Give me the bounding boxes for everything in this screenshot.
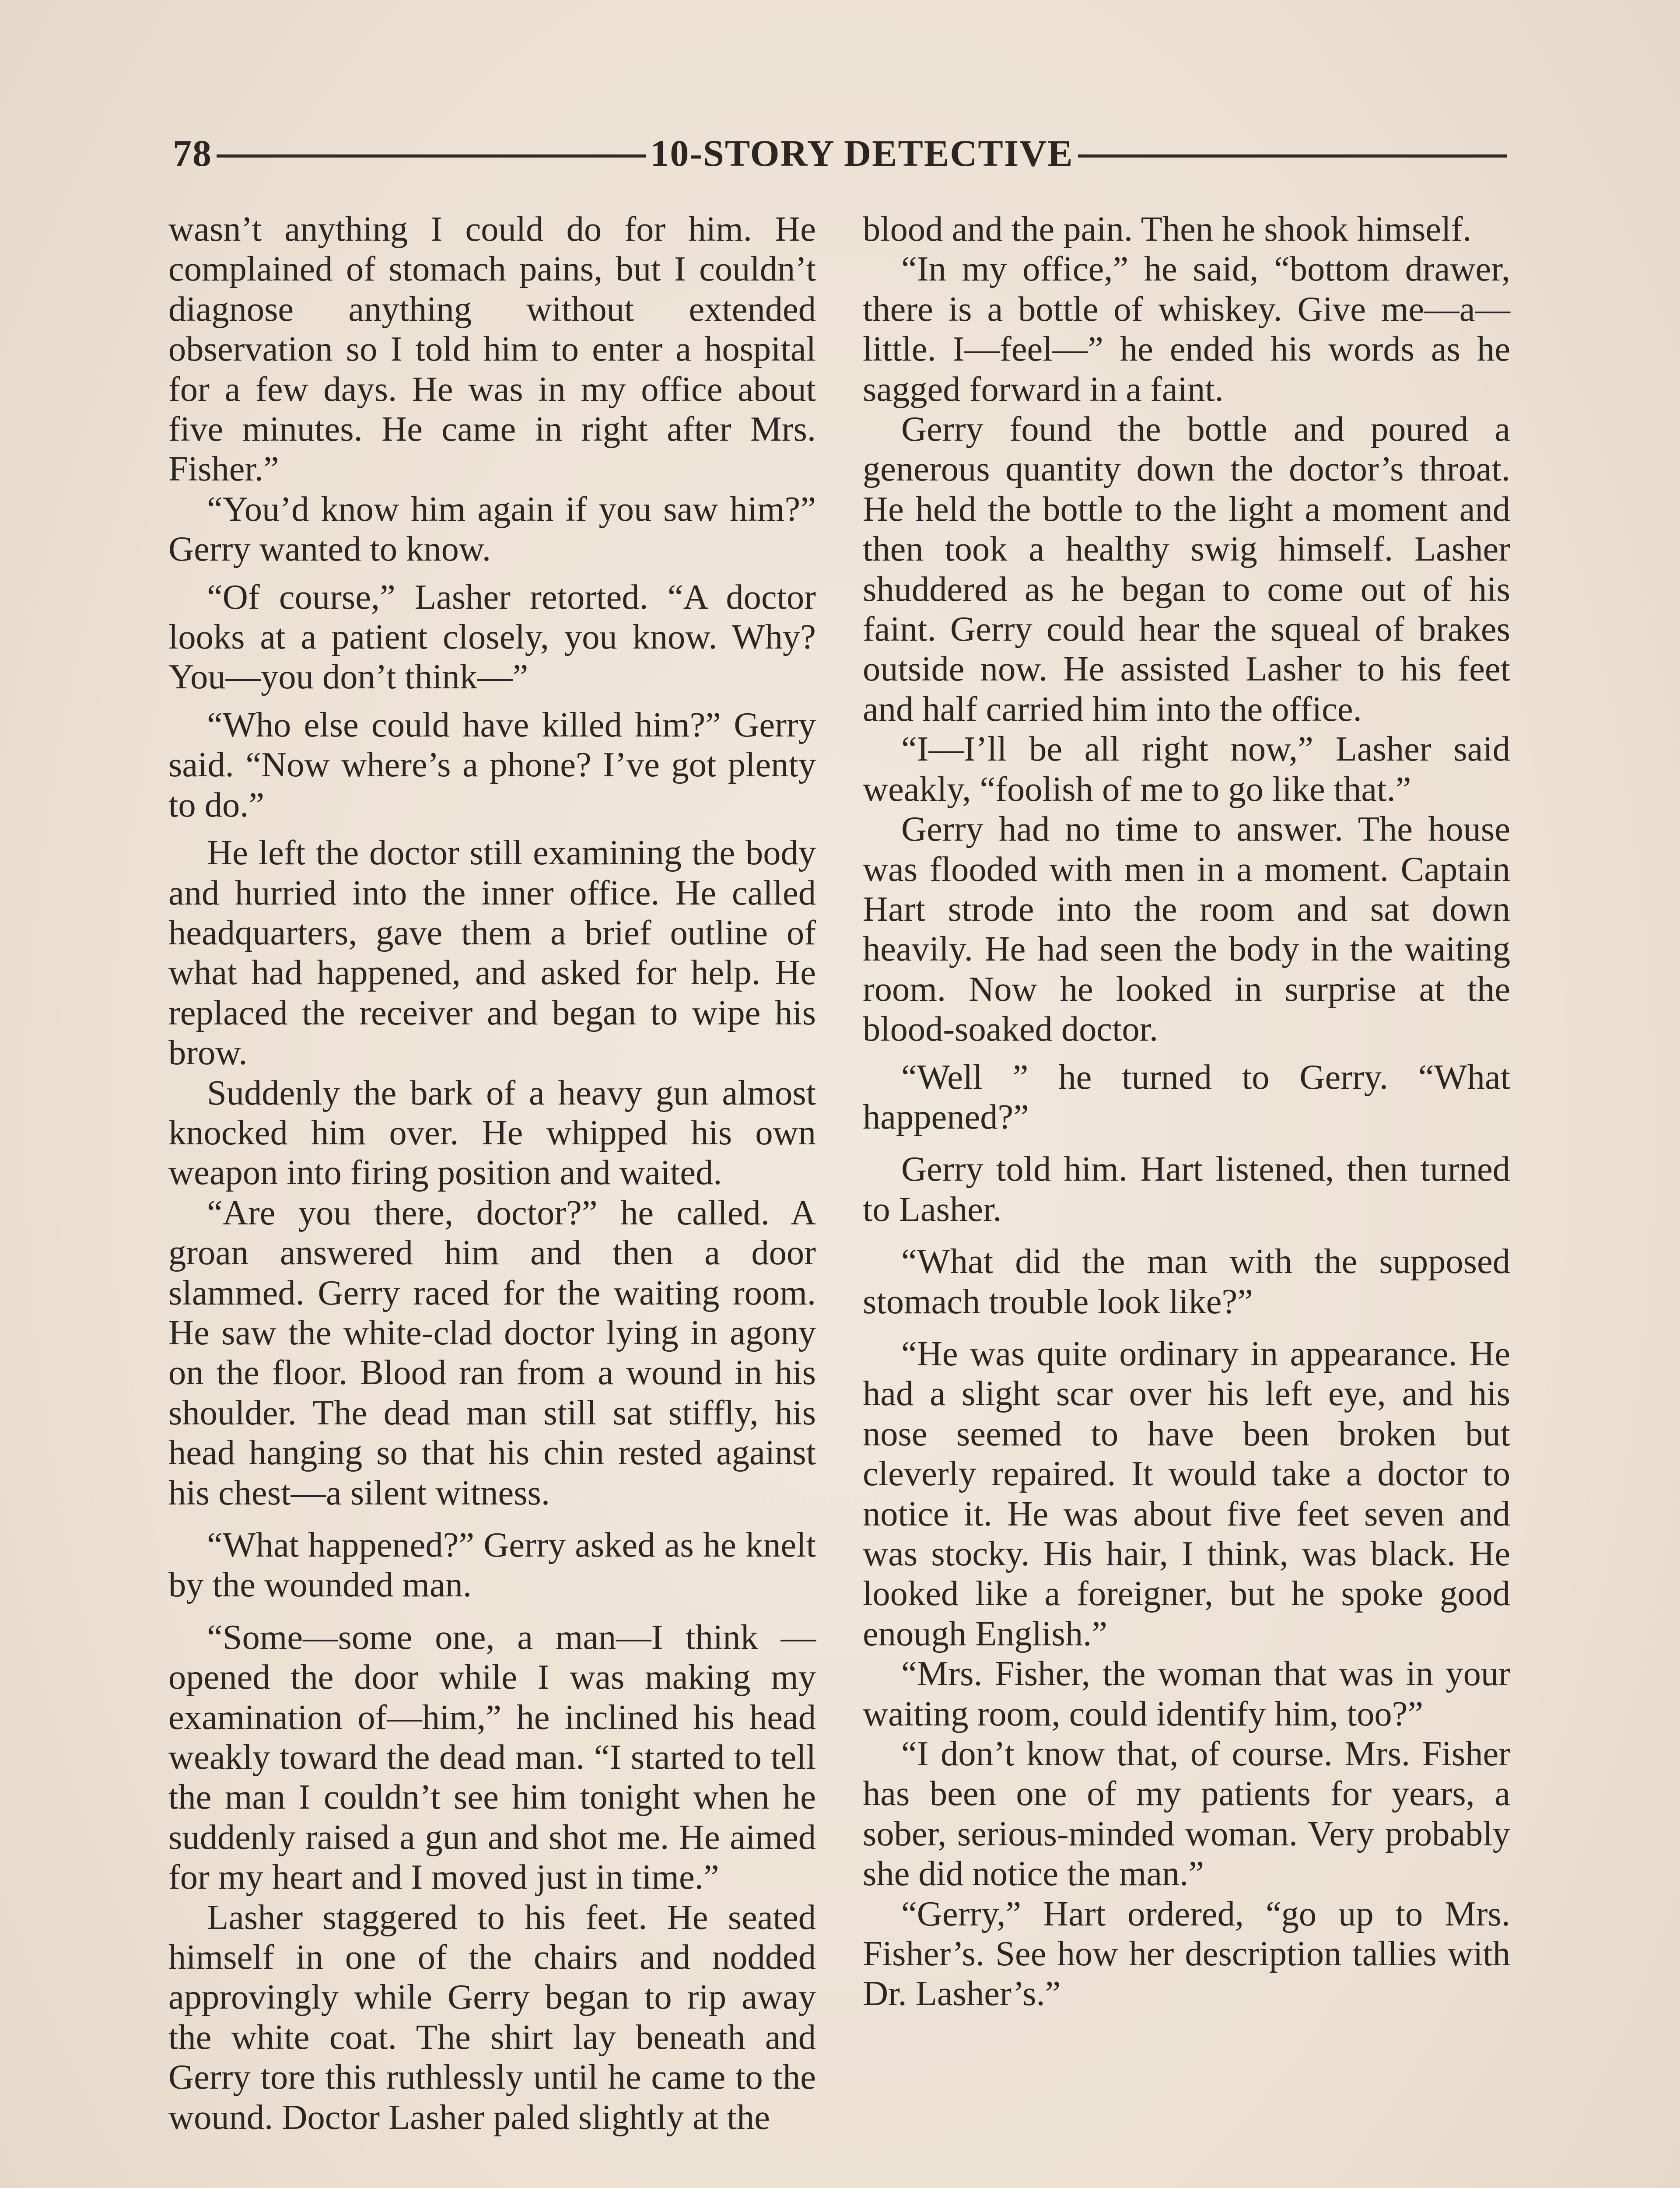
paragraph: Gerry had no time to answer. The house was flooded with men in a moment. Captain Hart strode into the room and sat down heavily. He had seen the body in the waiting room. Now he looked in surprise at the blood-soaked doctor.: [863, 810, 1510, 1049]
paragraph: “Are you there, doctor?” he called. A groan answered him and then a door slammed. Gerry raced for the waiting room. He saw the white-clad doctor lying in agony on the floor. Blood ran from a wound in his shoulder. The dead man still sat stiffly, his head hanging so that his chin rested against his chest—a silent witness.: [168, 1193, 816, 1512]
paragraph: Lasher staggered to his feet. He seated himself in one of the chairs and nodded approvingly while Gerry began to rip away the white coat. The shirt lay beneath and Gerry tore this ruthlessly until he came to the wound. Doctor Lasher paled slightly at the: [168, 1897, 816, 2137]
paragraph: “He was quite ordinary in appearance. He had a slight scar over his left eye, and his nose seemed to have been broken but cleverly repaired. It would take a doctor to notice it. He was about five feet seven and was stocky. His hair, I think, was black. He looked like a foreigner, but he spoke good enough English.”: [863, 1334, 1510, 1653]
right-column: [863, 209, 1510, 2014]
paragraph: Gerry told him. Hart listened, then turned to Lasher.: [863, 1150, 1510, 1229]
paragraph: “I—I’ll be all right now,” Lasher said weakly, “foolish of me to go like that.”: [863, 729, 1510, 809]
paragraph: Suddenly the bark of a heavy gun almost knocked him over. He whipped his own weapon into firing position and waited.: [168, 1073, 816, 1192]
paragraph: “You’d know him again if you saw him?” Gerry wanted to know.: [168, 489, 816, 569]
page-number: 78: [173, 132, 212, 174]
paragraph: “Who else could have killed him?” Gerry said. “Now where’s a phone? I’ve got plenty to do.”: [168, 705, 816, 824]
header-rule-right: [1078, 154, 1507, 158]
paragraph: “I don’t know that, of course. Mrs. Fisher has been one of my patients for years, a sober, serious-minded woman. Very probably she did notice the man.”: [863, 1734, 1510, 1893]
paragraph: “Gerry,” Hart ordered, “go up to Mrs. Fisher’s. See how her description tallies with Dr. Lasher’s.”: [863, 1894, 1510, 2013]
paragraph: “In my office,” he said, “bottom drawer, there is a bottle of whiskey. Give me—a—little. I—feel—” he ended his words as he sagged forward in a faint.: [863, 249, 1510, 409]
left-column: [168, 209, 816, 2137]
page-header: [173, 129, 1512, 177]
paragraph: “What did the man with the supposed stomach trouble look like?”: [863, 1242, 1510, 1321]
paragraph: “Some—some one, a man—I think —opened the door while I was making my examination of—him,” he inclined his head weakly toward the dead man. “I started to tell the man I couldn’t see him tonight when he suddenly raised a gun and shot me. He aimed for my heart and I moved just in time.”: [168, 1617, 816, 1897]
paragraph: blood and the pain. Then he shook himself.: [863, 210, 1472, 249]
paragraph: wasn’t anything I could do for him. He complained of stomach pains, but I couldn’t diagnose anything without extended observation so I told him to enter a hospital for a few days. He was in my office about five minutes. He came in right after Mrs. Fisher.”: [168, 210, 816, 489]
paragraph: “Of course,” Lasher retorted. “A doctor looks at a patient closely, you know. Why? You—you don’t think—”: [168, 577, 816, 697]
paragraph: “Well ” he turned to Gerry. “What happened?”: [863, 1057, 1510, 1136]
magazine-title: 10-STORY DETECTIVE: [650, 132, 1074, 174]
paragraph: Gerry found the bottle and poured a generous quantity down the doctor’s throat. He held the bottle to the light a moment and then took a healthy swig himself. Lasher shuddered as he began to come out of his faint. Gerry could hear the squeal of brakes outside now. He assisted Lasher to his feet and half carried him into the office.: [863, 410, 1510, 729]
paragraph: “What happened?” Gerry asked as he knelt by the wounded man.: [168, 1525, 816, 1605]
paragraph: “Mrs. Fisher, the woman that was in your waiting room, could identify him, too?”: [863, 1654, 1510, 1733]
header-rule-left: [217, 154, 646, 158]
paragraph: He left the doctor still examining the body and hurried into the inner office. He called headquarters, gave them a brief outline of what had happened, and asked for help. He replaced the receiver and began to wipe his brow.: [168, 833, 816, 1073]
